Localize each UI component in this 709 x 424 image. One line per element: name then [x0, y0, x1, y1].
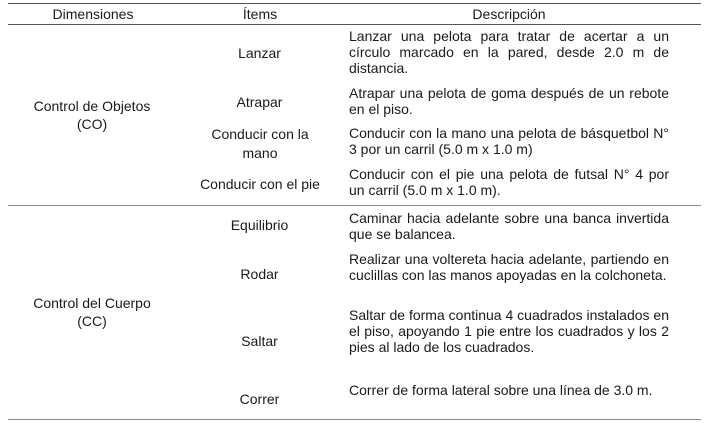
item-conducir-mano: Conducir con la mano	[211, 126, 309, 161]
item-lanzar: Lanzar	[238, 45, 281, 61]
description-atrapar: Atrapar una pelota de goma después de un rebote en el piso.	[349, 85, 669, 117]
header-dimensions: Dimensiones	[52, 6, 134, 22]
description-lanzar: Lanzar una pelota para tratar de acertar a un círculo marcado en la pared, desde 2.0 m de distancia.	[349, 28, 669, 76]
dimension-control-cuerpo	[12, 294, 172, 330]
dimension-control-objetos	[12, 97, 172, 133]
item-equilibrio: Equilibrio	[230, 217, 289, 233]
item-atrapar: Atrapar	[236, 94, 283, 110]
item-saltar: Saltar	[241, 333, 278, 349]
header-rule	[8, 24, 701, 25]
description-conducir-mano: Conducir con la mano una pelota de básquetbol N° 3 por un carril (5.0 m x 1.0 m)	[349, 125, 669, 157]
item-rodar: Rodar	[240, 266, 279, 282]
dimension-label: Control del Cuerpo	[33, 295, 151, 311]
item-correr: Correr	[239, 391, 280, 407]
header-description: Descripción	[472, 6, 546, 22]
item-conducir-pie: Conducir con el pie	[200, 176, 320, 192]
table-top-rule	[8, 3, 701, 4]
header-items: Ítems	[242, 6, 278, 22]
description-correr: Correr de forma lateral sobre una línea de 3.0 m.	[349, 382, 653, 398]
description-saltar: Saltar de forma continua 4 cuadrados instalados en el piso, apoyando 1 pie entre los cuadrados y los 2 pies al lado de los cuadrados.	[349, 307, 669, 355]
group-separator-rule	[8, 205, 701, 206]
dimension-label: Control de Objetos	[33, 98, 151, 114]
description-rodar: Realizar una voltereta hacia adelante, partiendo en cuclillas con las manos apoyadas en la colchoneta.	[349, 251, 669, 283]
description-equilibrio: Caminar hacia adelante sobre una banca invertida que se balancea.	[349, 210, 669, 242]
dimension-abbr: (CC)	[77, 313, 107, 329]
table-bottom-rule	[8, 419, 701, 420]
description-conducir-pie: Conducir con el pie una pelota de futsal N° 4 por un carril (5.0 m x 1.0 m).	[349, 166, 669, 198]
dimension-abbr: (CO)	[76, 116, 108, 132]
